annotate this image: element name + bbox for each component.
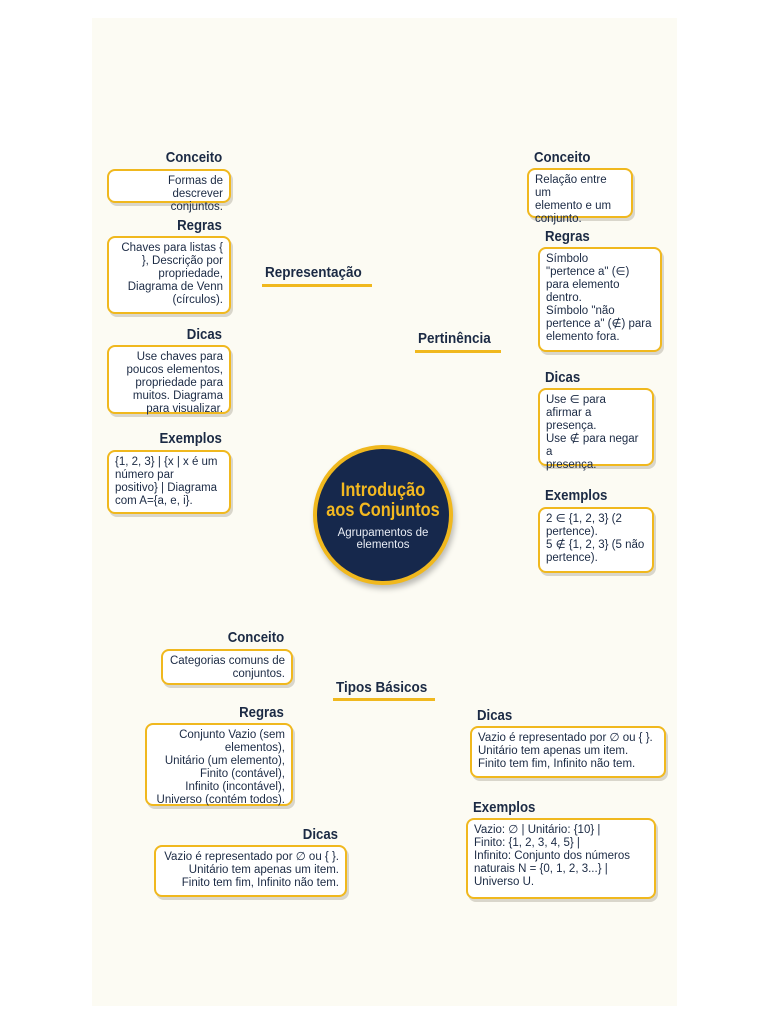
pertinencia-dicas-heading: Dicas (545, 369, 581, 386)
tipos-regras-text: Conjunto Vazio (sem elementos), Unitário (um elemento), Finito (contável), Infinito (incontável), Universo (contém todos). (156, 729, 285, 806)
central-topic-subtitle (317, 527, 449, 551)
representacao-title: Representação (265, 264, 362, 281)
tipos-regras-heading: Regras (239, 704, 284, 721)
central-topic-title (326, 481, 440, 521)
pertinencia-conceito-box (527, 168, 633, 225)
central-title-line2: aos Conjuntos (326, 500, 440, 521)
pertinencia-conceito-heading: Conceito (534, 149, 591, 166)
representacao-dicas-text: Use chaves para poucos elementos, propriedade para muitos. Diagrama para visualizar. (126, 351, 223, 415)
representacao-exemplos-box (107, 450, 231, 514)
tipos-dicas-left-heading: Dicas (302, 826, 338, 843)
tipos-underline (333, 698, 435, 701)
central-subtitle-line2: elementos (356, 539, 410, 551)
representacao-dicas-box (107, 345, 231, 414)
pertinencia-conceito-text: Relação entre um elemento e um conjunto. (535, 174, 612, 225)
representacao-conceito-box (107, 169, 231, 213)
tipos-exemplos-text: Vazio: ∅ | Unitário: {10} | Finito: {1, 2, 3, 4, 5} | Infinito: Conjunto dos números naturais N = {0, 1, 2, 3...} | Universo U. (474, 824, 630, 888)
pertinencia-underline (415, 350, 501, 353)
tipos-conceito-text: Categorias comuns de conjuntos. (169, 655, 285, 680)
pertinencia-regras-text: Símbolo "pertence a" (∈) para elemento dentro. Símbolo "não pertence a" (∉) para elemento fora. (546, 253, 652, 343)
tipos-title: Tipos Básicos (336, 679, 428, 696)
representacao-conceito-text: Formas de descrever conjuntos. (168, 175, 223, 213)
representacao-underline (262, 284, 372, 287)
pertinencia-regras-box (538, 247, 662, 352)
representacao-regras-heading: Regras (177, 217, 222, 234)
pertinencia-exemplos-box (538, 507, 654, 573)
pertinencia-exemplos-text: 2 ∈ {1, 2, 3} (2 pertence). 5 ∉ {1, 2, 3} (5 não pertence). (546, 513, 645, 564)
pertinencia-title: Pertinência (418, 330, 491, 347)
representacao-exemplos-text: {1, 2, 3} | {x | x é um número par positivo} | Diagrama com A={a, e, i}. (115, 456, 218, 507)
central-subtitle-line1: Agrupamentos de (337, 527, 429, 539)
representacao-regras-box (107, 236, 231, 314)
pertinencia-dicas-text: Use ∈ para afirmar a presença. Use ∉ para negar a presença. (546, 394, 639, 471)
tipos-exemplos-heading: Exemplos (473, 799, 536, 816)
tipos-dicas-right-box (470, 726, 666, 778)
representacao-regras-text: Chaves para listas { }, Descrição por propriedade, Diagrama de Venn (círculos). (121, 242, 223, 306)
pertinencia-dicas-box (538, 388, 654, 471)
central-title-line1: Introdução (340, 480, 426, 501)
tipos-exemplos-box (466, 818, 656, 899)
pertinencia-regras-heading: Regras (545, 228, 590, 245)
tipos-dicas-right-text: Vazio é representado por ∅ ou { }. Unitário tem apenas um item. Finito tem fim, Infinito não tem. (478, 732, 653, 770)
tipos-conceito-box (161, 649, 293, 685)
central-topic-node (313, 445, 453, 585)
representacao-exemplos-heading: Exemplos (159, 430, 222, 447)
representacao-conceito-heading: Conceito (165, 149, 222, 166)
tipos-dicas-right-heading: Dicas (477, 707, 513, 724)
tipos-dicas-left-box (154, 845, 347, 897)
tipos-conceito-heading: Conceito (227, 629, 284, 646)
tipos-regras-box (145, 723, 293, 806)
tipos-dicas-left-text: Vazio é representado por ∅ ou { }. Unitário tem apenas um item. Finito tem fim, Infinito não tem. (164, 851, 339, 889)
representacao-dicas-heading: Dicas (186, 326, 222, 343)
pertinencia-exemplos-heading: Exemplos (545, 487, 608, 504)
